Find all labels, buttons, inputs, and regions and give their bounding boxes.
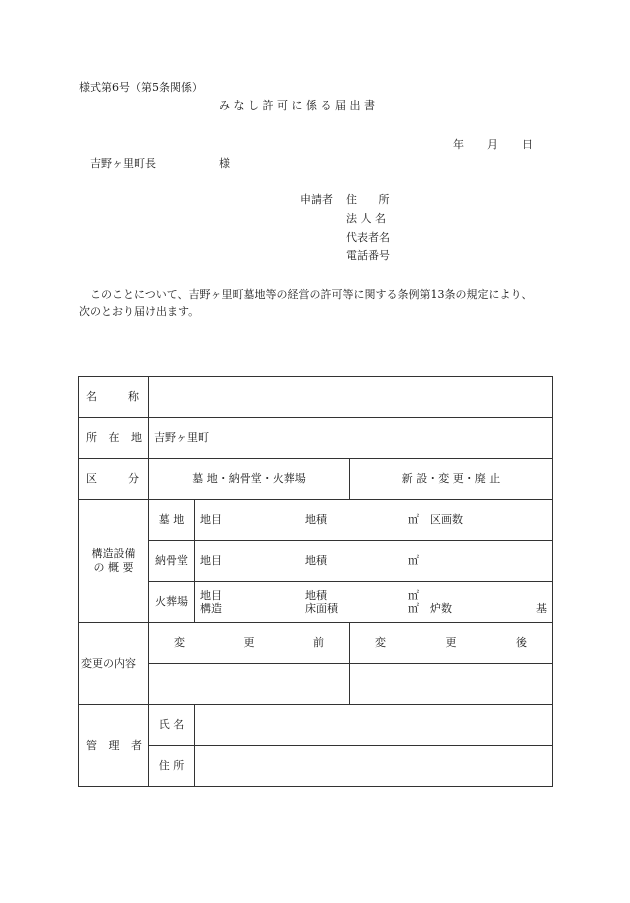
change-label-cell (79, 623, 149, 705)
before-label-char: 更 (243, 636, 255, 649)
structure-label-line2: の 概 要 (93, 561, 134, 574)
location-label-cell (79, 418, 149, 459)
manager-label-char: 管 (86, 738, 97, 752)
location-value: 吉野ヶ里町 (154, 431, 209, 444)
crematorium-area-unit: ㎡ (408, 589, 419, 602)
cemetery-plots-label: 区画数 (430, 513, 463, 526)
date-year-label: 年 (453, 138, 464, 151)
crematorium-furnace-unit: 基 (536, 602, 548, 615)
change-before-value-cell[interactable] (149, 664, 350, 705)
cemetery-area-unit: ㎡ (408, 513, 419, 526)
change-after-header-cell (350, 623, 553, 664)
applicant-representative-label: 代表者名 (346, 231, 390, 244)
cemetery-land-type-label: 地目 (200, 513, 222, 526)
crematorium-floor-area-unit: ㎡ (408, 602, 419, 615)
body-text-line2: 次のとおり届け出ます。 (79, 305, 200, 318)
cemetery-area-label: 地積 (305, 513, 327, 526)
ossuary-detail-cell[interactable] (195, 541, 553, 582)
category-actions-cell[interactable] (350, 459, 553, 500)
manager-label-cell (79, 705, 149, 787)
ossuary-area-label: 地積 (305, 554, 327, 567)
applicant-address-label: 住 所 (346, 193, 399, 206)
category-types: 墓 地・納骨堂・火葬場 (192, 472, 306, 485)
change-before-header-cell (149, 623, 350, 664)
manager-address-value-cell[interactable] (195, 746, 553, 787)
manager-label-char: 理 (108, 738, 120, 752)
crematorium-floor-area-label: 床面積 (305, 602, 338, 615)
before-label-char: 前 (313, 636, 324, 649)
structure-label-cell (79, 500, 149, 623)
crematorium-detail-cell[interactable] (195, 582, 553, 623)
document-title: み な し 許 可 に 係 る 届 出 書 (219, 99, 375, 112)
crematorium-area-label: 地積 (305, 589, 327, 602)
crematorium-label: 火葬場 (155, 595, 188, 608)
addressee: 吉野ヶ里町長 (90, 157, 156, 170)
name-label-cell (79, 377, 149, 418)
ossuary-area-unit: ㎡ (408, 554, 419, 567)
name-value-cell[interactable] (149, 377, 553, 418)
after-label-char: 更 (445, 636, 457, 649)
applicant-corporation-label: 法 人 名 (346, 212, 386, 225)
ossuary-label-cell (149, 541, 195, 582)
date-day-label: 日 (522, 138, 533, 151)
form-number: 様式第6号（第5条関係） (79, 81, 203, 94)
change-label: 変更の内容 (81, 656, 136, 670)
location-label-char: 在 (108, 431, 120, 444)
after-label-char: 変 (375, 636, 386, 649)
name-label-char: 名 (86, 390, 97, 403)
ossuary-label: 納骨堂 (155, 554, 188, 567)
manager-name-label: 氏 名 (158, 718, 185, 731)
location-value-cell[interactable] (149, 418, 553, 459)
category-label-char: 区 (86, 472, 97, 485)
cemetery-label-cell (149, 500, 195, 541)
notification-table (78, 376, 553, 787)
cemetery-detail-cell[interactable] (195, 500, 553, 541)
category-label-char: 分 (128, 472, 139, 485)
location-label-char: 地 (131, 431, 142, 444)
name-label-char: 称 (128, 390, 139, 403)
addressee-honorific: 様 (219, 157, 230, 170)
crematorium-furnaces-label: 炉数 (430, 602, 452, 615)
ossuary-land-type-label: 地目 (200, 554, 222, 567)
crematorium-land-type-label: 地目 (200, 589, 222, 602)
date-month-label: 月 (487, 138, 498, 151)
manager-address-label-cell (149, 746, 195, 787)
after-label-char: 後 (516, 636, 528, 649)
crematorium-structure-label: 構造 (200, 602, 222, 615)
manager-label-char: 者 (131, 738, 142, 752)
category-types-cell[interactable] (149, 459, 350, 500)
manager-name-value-cell[interactable] (195, 705, 553, 746)
category-label-cell (79, 459, 149, 500)
structure-label-line1: 構造設備 (91, 547, 136, 560)
body-text-line1: このことについて、吉野ヶ里町墓地等の経営の許可等に関する条例第13条の規定により、 (90, 288, 533, 301)
manager-address-label: 住 所 (158, 759, 185, 772)
applicant-phone-label: 電話番号 (346, 249, 390, 262)
location-label-char: 所 (86, 431, 97, 444)
before-label-char: 変 (174, 636, 185, 649)
category-actions: 新 設・変 更・廃 止 (401, 472, 501, 485)
change-after-value-cell[interactable] (350, 664, 553, 705)
manager-name-label-cell (149, 705, 195, 746)
applicant-label: 申請者 (300, 193, 333, 206)
crematorium-label-cell (149, 582, 195, 623)
cemetery-label: 墓 地 (158, 513, 185, 526)
